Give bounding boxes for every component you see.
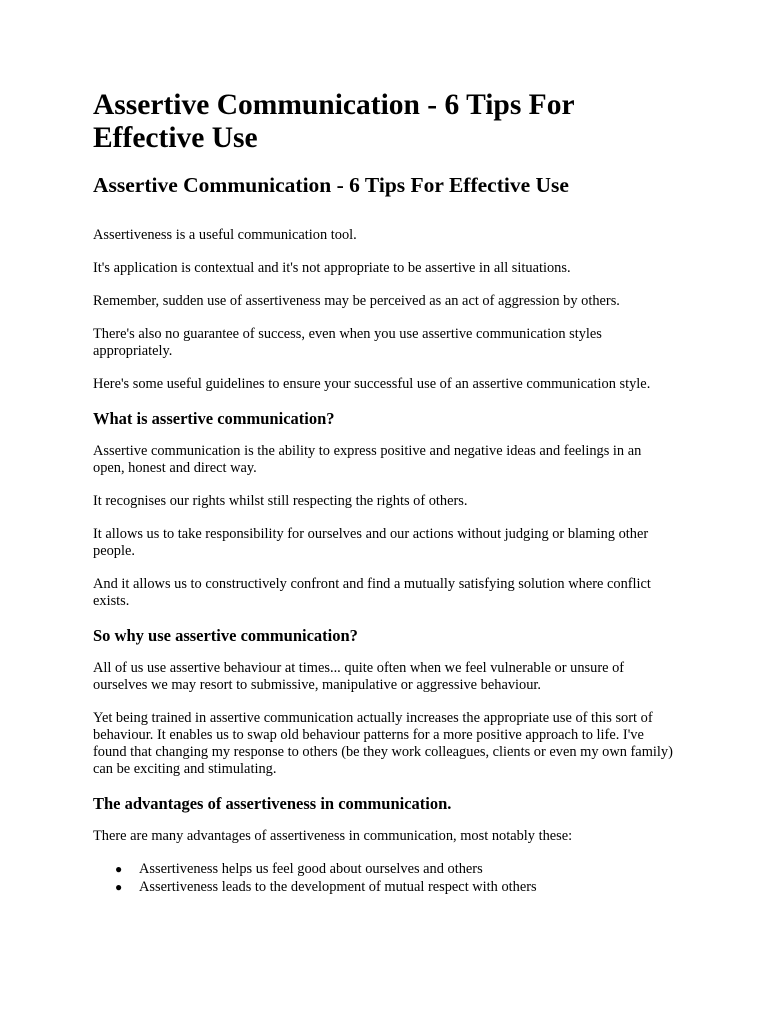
list-item-text: Assertiveness leads to the development of mutual respect with others	[139, 878, 537, 895]
section-advantages	[93, 794, 672, 896]
list-item-text: Assertiveness helps us feel good about ourselves and others	[139, 861, 483, 877]
paragraph: And it allows us to constructively confront and find a mutually satisfying solution where conflict exists.	[93, 576, 651, 609]
paragraph: Here's some useful guidelines to ensure your successful use of an assertive communication style.	[93, 376, 651, 392]
page-title: Assertive Communication - 6 Tips For Effective Use	[93, 89, 575, 154]
bullet-icon: ●	[115, 862, 123, 876]
paragraph: Assertive communication is the ability to express positive and negative ideas and feelings in an open, honest and direct way.	[93, 443, 642, 476]
paragraph: There's also no guarantee of success, even when you use assertive communication styles appropriately.	[93, 326, 602, 359]
section-heading: So why use assertive communication?	[93, 626, 358, 645]
list-item	[115, 878, 672, 897]
section-why	[93, 626, 672, 778]
section-what-is	[93, 409, 672, 610]
paragraph: Assertiveness is a useful communication tool.	[93, 227, 357, 243]
paragraph: All of us use assertive behaviour at times... quite often when we feel vulnerable or unsure of ourselves we may resort to submissive, manipulative or aggressive behaviour.	[93, 660, 625, 693]
paragraph: It's application is contextual and it's not appropriate to be assertive in all situations.	[93, 260, 571, 276]
intro-section	[93, 227, 672, 393]
bullet-icon: ●	[115, 879, 123, 894]
advantages-list	[93, 861, 672, 896]
paragraph: It allows us to take responsibility for ourselves and our actions without judging or blaming other people.	[93, 526, 649, 559]
paragraph: Remember, sudden use of assertiveness may be perceived as an act of aggression by others.	[93, 293, 620, 309]
list-item	[115, 861, 672, 879]
paragraph: Yet being trained in assertive communication actually increases the appropriate use of this sort of behaviour. It enables us to swap old behaviour patterns for a more positive approach to life. I've found that changing my response to others (be they work colleagues, clients or even my own family) can be exciting and stimulating.	[93, 710, 673, 777]
section-heading: The advantages of assertiveness in communication.	[93, 794, 452, 813]
paragraph: It recognises our rights whilst still respecting the rights of others.	[93, 493, 468, 509]
section-heading: What is assertive communication?	[93, 409, 335, 428]
page-subtitle: Assertive Communication - 6 Tips For Effective Use	[93, 173, 569, 197]
paragraph: There are many advantages of assertiveness in communication, most notably these:	[93, 828, 573, 844]
